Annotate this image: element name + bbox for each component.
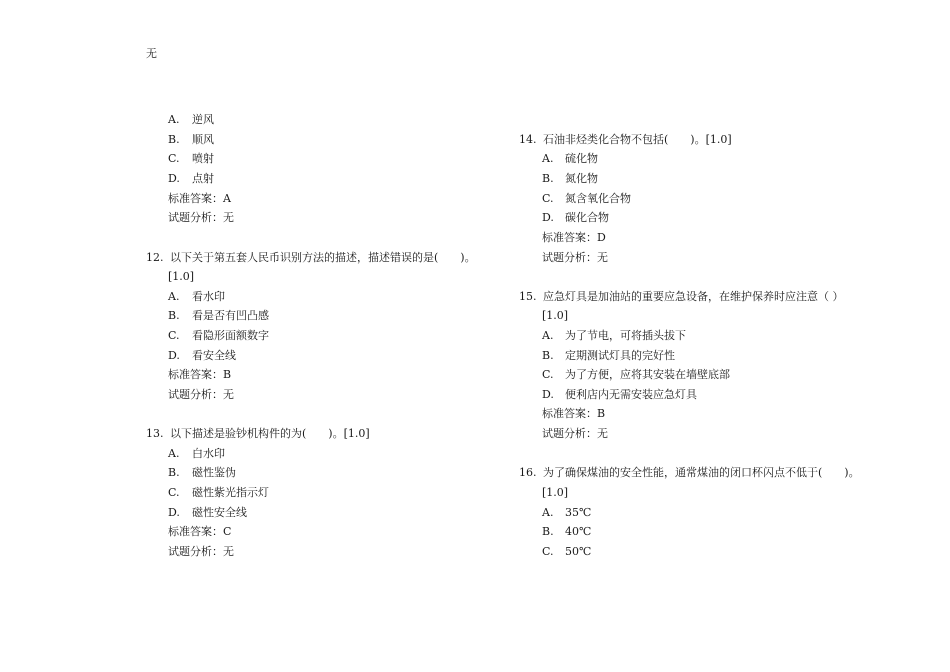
question-number: 14. xyxy=(519,133,537,146)
option-c-letter: C. xyxy=(542,192,554,205)
question-stem: 以下描述是验钞机构件的为( )。[1.0] xyxy=(170,427,370,440)
option-d-text: 便利店内无需安装应急灯具 xyxy=(565,388,697,401)
question-stem: 为了确保煤油的安全性能，通常煤油的闭口杯闪点不低于( )。 xyxy=(543,466,860,479)
option-a-text: 35℃ xyxy=(565,506,592,519)
standard-answer: 标准答案：B xyxy=(168,368,232,381)
option-a-letter: A. xyxy=(542,152,554,165)
option-c-letter: C. xyxy=(542,545,554,558)
option-a-letter: A. xyxy=(168,447,180,460)
option-b-letter: B. xyxy=(542,172,554,185)
option-d-text: 点射 xyxy=(192,172,214,185)
question-score: [1.0] xyxy=(542,309,569,322)
standard-answer: 标准答案：A xyxy=(168,192,231,205)
question-stem: 应急灯具是加油站的重要应急设备，在维护保养时应注意（ ） xyxy=(543,290,844,303)
analysis: 试题分析：无 xyxy=(168,388,234,401)
option-d-letter: D. xyxy=(168,506,180,519)
option-b-letter: B. xyxy=(542,525,554,538)
option-a-letter: A. xyxy=(542,506,554,519)
option-d-letter: D. xyxy=(168,349,180,362)
option-b-text: 顺风 xyxy=(192,133,214,146)
option-b-text: 看是否有凹凸感 xyxy=(192,309,269,322)
analysis: 试题分析：无 xyxy=(542,251,608,264)
option-a-text: 硫化物 xyxy=(565,152,598,165)
option-d-letter: D. xyxy=(542,388,554,401)
option-a-letter: A. xyxy=(168,290,180,303)
question-number: 15. xyxy=(519,290,537,303)
option-a-letter: A. xyxy=(542,329,554,342)
option-a-text: 逆风 xyxy=(192,113,214,126)
option-c-text: 为了方便，应将其安装在墙壁底部 xyxy=(565,368,730,381)
question-number: 16. xyxy=(519,466,537,479)
question-score: [1.0] xyxy=(168,270,195,283)
option-c-text: 氮含氧化合物 xyxy=(565,192,631,205)
option-b-letter: B. xyxy=(168,466,180,479)
option-b-text: 氮化物 xyxy=(565,172,598,185)
option-c-letter: C. xyxy=(168,329,180,342)
option-a-text: 白水印 xyxy=(192,447,225,460)
standard-answer: 标准答案：C xyxy=(168,525,232,538)
question-stem: 石油非烃类化合物不包括( )。[1.0] xyxy=(543,133,732,146)
option-c-text: 看隐形面额数字 xyxy=(192,329,269,342)
option-c-text: 喷射 xyxy=(192,152,214,165)
option-d-text: 磁性安全线 xyxy=(192,506,247,519)
analysis: 试题分析：无 xyxy=(168,211,234,224)
option-c-text: 50℃ xyxy=(565,545,592,558)
option-b-text: 定期测试灯具的完好性 xyxy=(565,349,675,362)
option-c-letter: C. xyxy=(168,486,180,499)
option-d-text: 碳化合物 xyxy=(565,211,609,224)
option-d-text: 看安全线 xyxy=(192,349,236,362)
standard-answer: 标准答案：D xyxy=(542,231,606,244)
option-c-text: 磁性紫光指示灯 xyxy=(192,486,269,499)
option-a-text: 为了节电，可将插头拔下 xyxy=(565,329,686,342)
option-a-text: 看水印 xyxy=(192,290,225,303)
question-number: 12. xyxy=(146,251,164,264)
option-b-text: 磁性鉴伪 xyxy=(192,466,236,479)
option-b-letter: B. xyxy=(542,349,554,362)
top-note: 无 xyxy=(146,47,157,60)
question-stem: 以下关于第五套人民币识别方法的描述，描述错误的是( )。 xyxy=(170,251,476,264)
option-b-text: 40℃ xyxy=(565,525,592,538)
option-b-letter: B. xyxy=(168,309,180,322)
option-d-letter: D. xyxy=(542,211,554,224)
analysis: 试题分析：无 xyxy=(542,427,608,440)
option-c-letter: C. xyxy=(168,152,180,165)
option-d-letter: D. xyxy=(168,172,180,185)
question-number: 13. xyxy=(146,427,164,440)
analysis: 试题分析：无 xyxy=(168,545,234,558)
option-a-letter: A. xyxy=(168,113,180,126)
question-score: [1.0] xyxy=(542,486,569,499)
option-c-letter: C. xyxy=(542,368,554,381)
option-b-letter: B. xyxy=(168,133,180,146)
standard-answer: 标准答案：B xyxy=(542,407,606,420)
